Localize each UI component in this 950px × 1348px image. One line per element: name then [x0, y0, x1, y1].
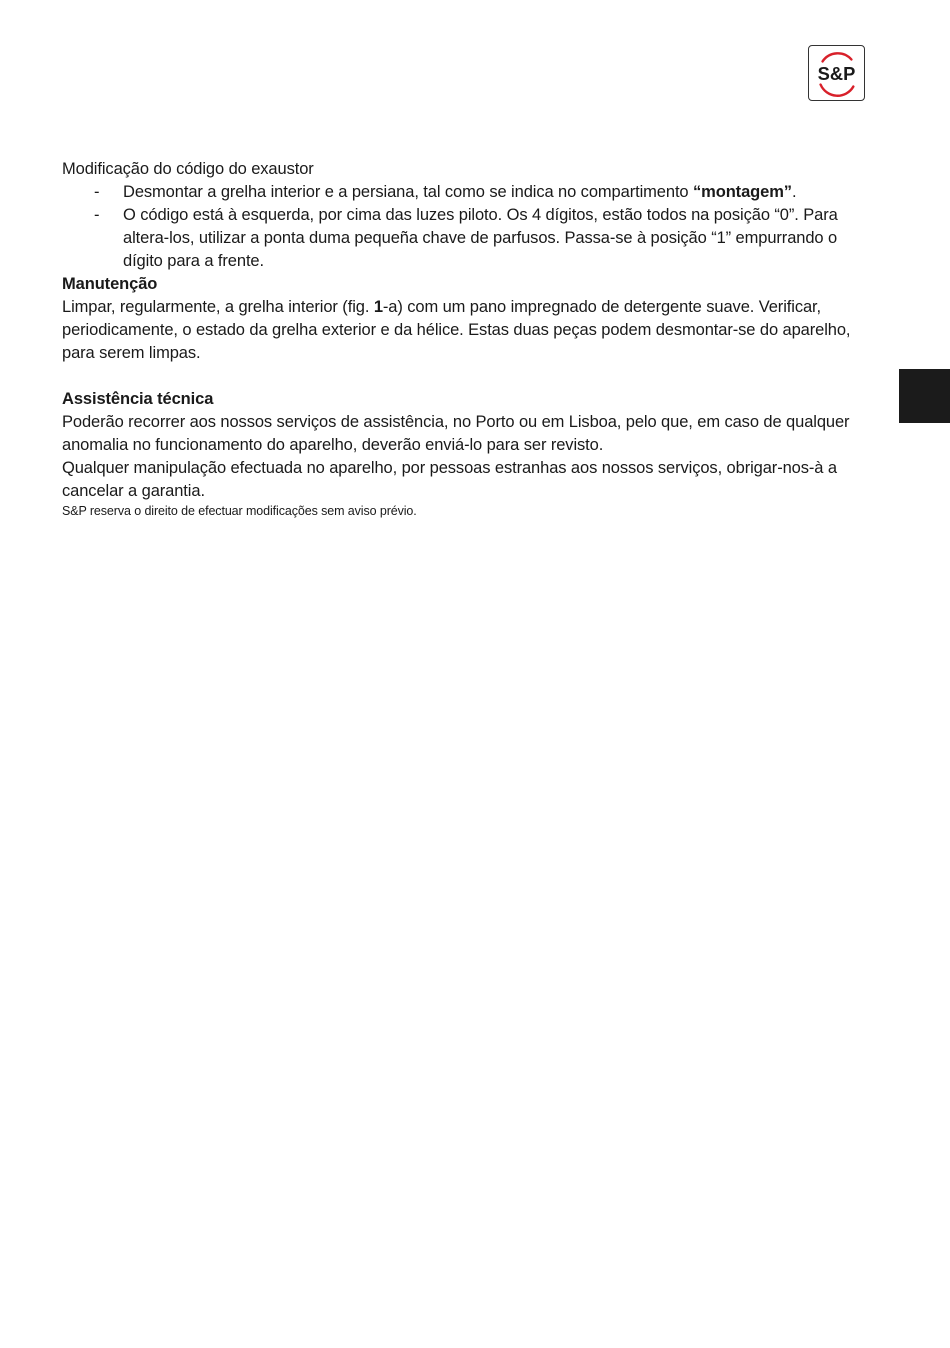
list-item [62, 204, 852, 273]
maintenance-fig-number: 1 [373, 298, 383, 316]
document-body [62, 158, 852, 519]
spacer [62, 365, 852, 388]
maintenance-text-start: Limpar, regularmente, a grelha interior (fig. [62, 298, 374, 316]
footnote: S&P reserva o direito de efectuar modificações sem aviso prévio. [62, 504, 417, 518]
maintenance-text-end: -a) com um pano impregnado de detergente suave. Verificar, periodicamente, o estado da grelha exterior e da hélice. Estas duas peças podem desmontar-se do aparelho, para serem limpas. [62, 298, 851, 362]
section-maintenance-title: Manutenção [62, 275, 158, 293]
section-assistance-paragraph-2: Qualquer manipulação efectuada no aparelho, por pessoas estranhas aos nossos serviços, obrigar-nos-à a cancelar a garantia. [62, 459, 837, 500]
list-item-bold: “montagem” [693, 183, 792, 201]
list-item-text-end: . [791, 183, 797, 201]
list-item-text: O código está à esquerda, por cima das luzes piloto. Os 4 dígitos, estão todos na posição “0”. Para altera-los, utilizar a ponta duma pequeña chave de parfusos. Passa-se à posição “1” empurrando o dígito para a frente. [123, 206, 838, 270]
sp-logo-mark [809, 46, 864, 100]
list-item-text: Desmontar a grelha interior e a persiana, tal como se indica no compartimento [123, 183, 693, 201]
sp-logo [808, 45, 865, 101]
section-code-list [62, 181, 852, 273]
section-assistance-title: Assistência técnica [62, 390, 214, 408]
section-assistance-paragraph-1: Poderão recorrer aos nossos serviços de assistência, no Porto ou em Lisboa, pelo que, em caso de qualquer anomalia no funcionamento do aparelho, deverão enviá-lo para ser revisto. [62, 413, 850, 454]
side-tab-marker [899, 369, 950, 423]
sp-logo-text: S&P [817, 62, 856, 84]
list-item [62, 181, 852, 204]
section-maintenance-text [62, 296, 852, 365]
section-code-title: Modificação do código do exaustor [62, 160, 314, 178]
list-dash: - [94, 206, 100, 224]
list-dash: - [94, 183, 100, 201]
